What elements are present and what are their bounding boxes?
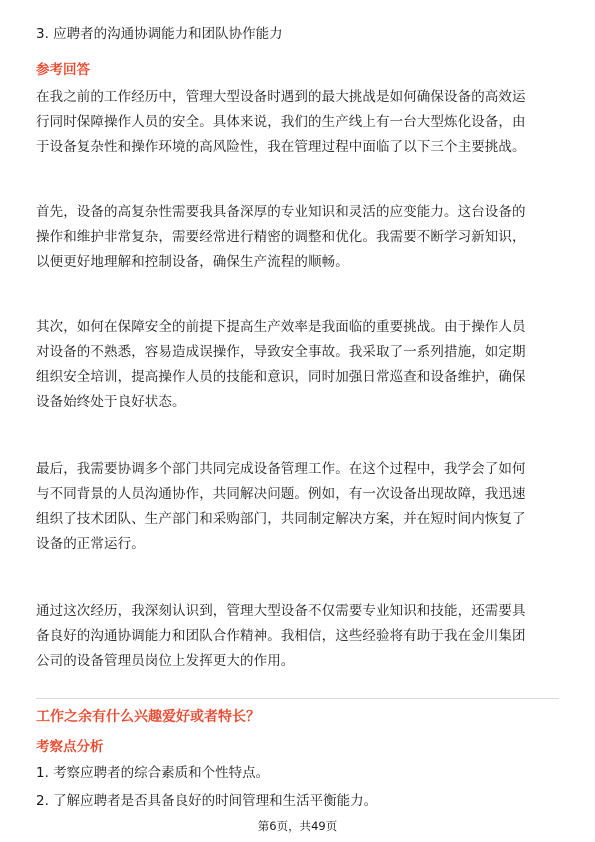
paragraph-line: 首先，设备的高复杂性需要我具备深厚的专业知识和灵活的应变能力。这台设备的 xyxy=(36,204,526,220)
paragraph-line: 组织安全培训，提高操作人员的技能和意识，同时加强日常巡查和设备维护，确保 xyxy=(36,369,526,385)
paragraph-line: 最后，我需要协调多个部门共同完成设备管理工作。在这个过程中，我学会了如何 xyxy=(36,461,526,477)
paragraph-line: 通过这次经历，我深刻认识到，管理大型设备不仅需要专业知识和技能，还需要具 xyxy=(36,603,526,619)
analysis-label: 考察点分析 xyxy=(36,739,104,755)
paragraph-4 xyxy=(36,457,559,557)
paragraph-line: 对设备的不熟悉，容易造成误操作，导致安全事故。我采取了一系列措施，如定期 xyxy=(36,344,526,360)
paragraph-line: 公司的设备管理员岗位上发挥更大的作用。 xyxy=(36,653,295,669)
paragraph-line: 组织了技术团队、生产部门和采购部门，共同制定解决方案，并在短时间内恢复了 xyxy=(36,511,526,527)
section-divider xyxy=(36,698,559,699)
paragraph-line: 操作和维护非常复杂，需要经常进行精密的调整和优化。我需要不断学习新知识， xyxy=(36,229,526,245)
next-question-heading: 工作之余有什么兴趣爱好或者特长？ xyxy=(36,709,260,725)
paragraph-1 xyxy=(36,85,559,160)
paragraph-5 xyxy=(36,599,559,674)
analysis-item-1: 1. 考察应聘者的综合素质和个性特点。 xyxy=(36,765,270,781)
paragraph-line: 设备的正常运行。 xyxy=(36,536,145,552)
paragraph-line: 行同时保障操作人员的安全。具体来说，我们的生产线上有一台大型炼化设备，由 xyxy=(36,114,526,130)
question-item-3: 3. 应聘者的沟通协调能力和团队协作能力 xyxy=(36,26,283,42)
answer-label: 参考回答 xyxy=(36,62,90,78)
paragraph-3 xyxy=(36,315,559,415)
paragraph-line: 设备始终处于良好状态。 xyxy=(36,394,186,410)
paragraph-line: 于设备复杂性和操作环境的高风险性，我在管理过程中面临了以下三个主要挑战。 xyxy=(36,139,526,155)
paragraph-line: 与不同背景的人员沟通协作，共同解决问题。例如，有一次设备出现故障，我迅速 xyxy=(36,486,526,502)
page-footer: 第6页，共49页 xyxy=(257,819,338,833)
paragraph-line: 其次，如何在保障安全的前提下提高生产效率是我面临的重要挑战。由于操作人员 xyxy=(36,319,526,335)
paragraph-line: 在我之前的工作经历中，管理大型设备时遇到的最大挑战是如何确保设备的高效运 xyxy=(36,89,526,105)
analysis-item-2: 2. 了解应聘者是否具备良好的时间管理和生活平衡能力。 xyxy=(36,793,378,809)
paragraph-line: 以便更好地理解和控制设备，确保生产流程的顺畅。 xyxy=(36,254,349,270)
paragraph-2 xyxy=(36,200,559,275)
paragraph-line: 备良好的沟通协调能力和团队合作精神。我相信，这些经验将有助于我在金川集团 xyxy=(36,628,526,644)
